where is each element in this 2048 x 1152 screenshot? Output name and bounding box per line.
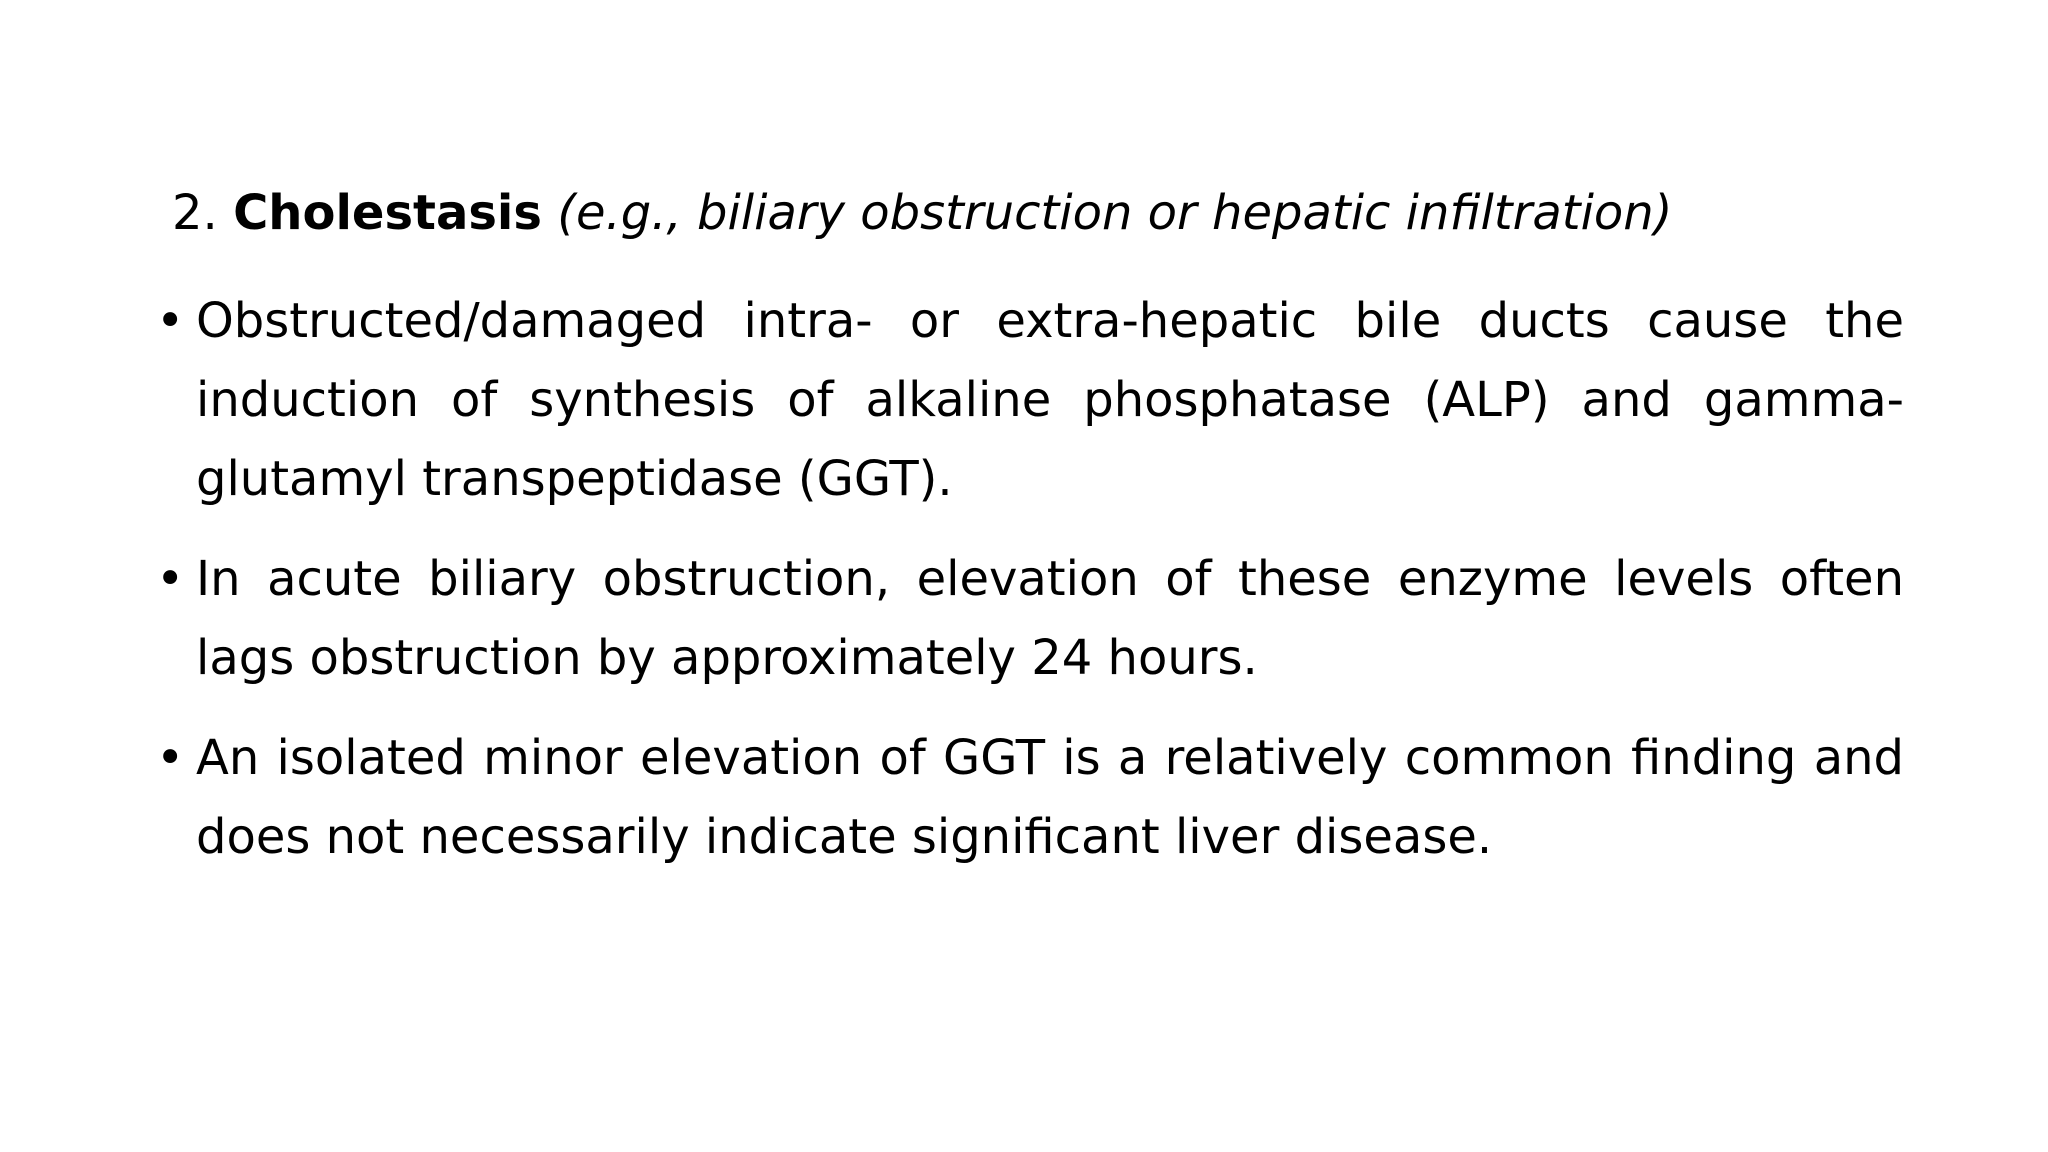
bullet-dot-icon: • (156, 293, 185, 349)
slide-heading (172, 180, 1912, 246)
bullet-text: In acute biliary obstruction, elevation of these enzyme levels often lags obstruction by approximately 24 hours. (196, 551, 1904, 686)
bullet-item (150, 540, 1904, 698)
bullet-item (150, 282, 1904, 519)
bullet-list (150, 282, 1904, 898)
heading-term: Cholestasis (233, 185, 542, 241)
bullet-item (150, 719, 1904, 877)
bullet-text: Obstructed/damaged intra- or extra-hepatic bile ducts cause the induction of synthesis of alkaline phosphatase (ALP) and gamma-glutamyl transpeptidase (GGT). (196, 293, 1904, 507)
heading-number: 2. (172, 185, 218, 241)
bullet-dot-icon: • (156, 730, 185, 786)
heading-example: (e.g., biliary obstruction or hepatic infiltration) (557, 185, 1673, 241)
bullet-dot-icon: • (156, 551, 185, 607)
bullet-text: An isolated minor elevation of GGT is a relatively common finding and does not necessarily indicate significant liver disease. (196, 730, 1904, 865)
